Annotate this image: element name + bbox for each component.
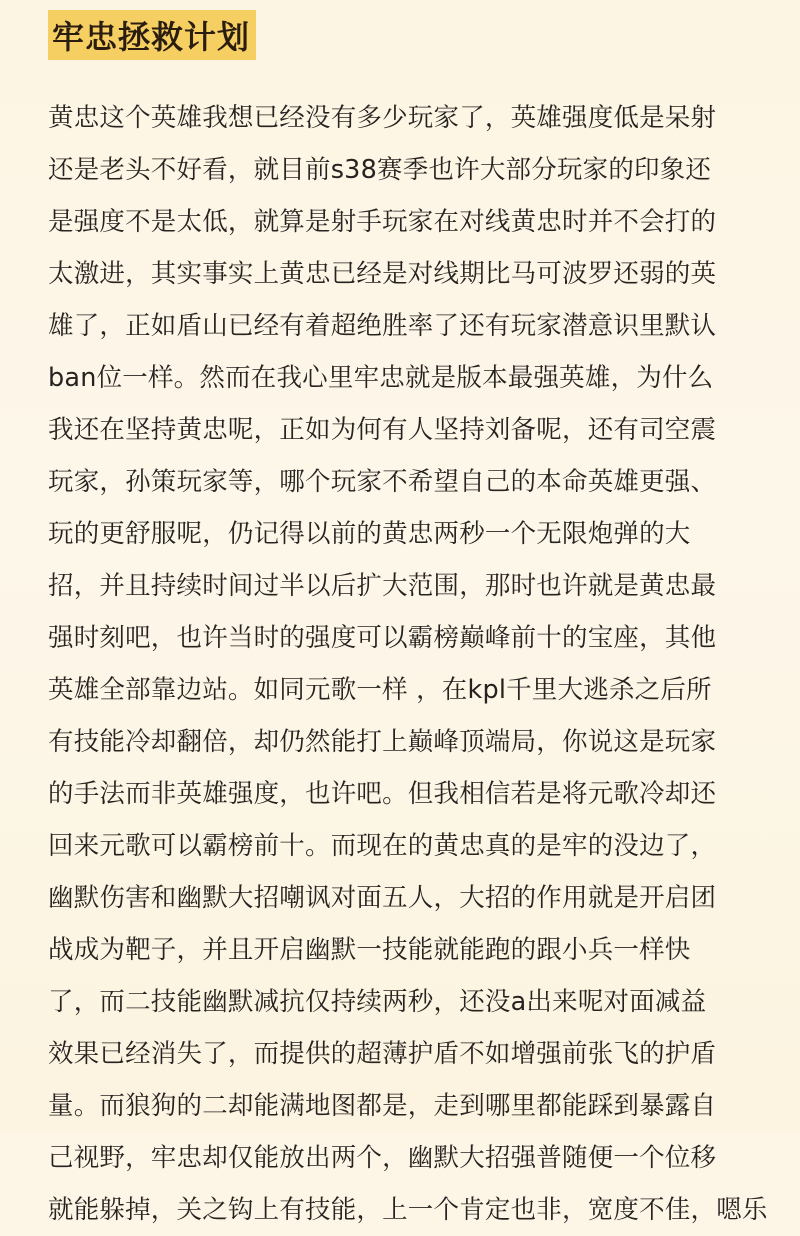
paragraph-line: 玩的更舒服呢，仍记得以前的黄忠两秒一个无限炮弹的大: [48, 519, 691, 549]
article-title: 牢忠拯救计划: [52, 18, 251, 56]
paragraph-line: 还是老头不好看，就目前s38赛季也许大部分玩家的印象还: [48, 155, 712, 185]
paragraph-line: 就能躲掉，关之钩上有技能，上一个肯定也非，宽度不佳，嗯乐: [48, 1195, 768, 1225]
paragraph-line: 了，而二技能幽默减抗仅持续两秒，还没a出来呢对面减益: [48, 987, 707, 1017]
paragraph-line: 玩家，孙策玩家等，哪个玩家不希望自己的本命英雄更强、: [48, 467, 717, 497]
paragraph-line: 有技能冷却翻倍，却仍然能打上巅峰顶端局，你说这是玩家: [48, 727, 717, 757]
paragraph-line: 战成为靶子，并且开启幽默一技能就能跑的跟小兵一样快: [48, 935, 691, 965]
paragraph-line: 的手法而非英雄强度，也许吧。但我相信若是将元歌冷却还: [48, 779, 717, 809]
paragraph-line: 效果已经消失了，而提供的超薄护盾不如增强前张飞的护盾: [48, 1039, 717, 1069]
paragraph-line: 幽默伤害和幽默大招嘲讽对面五人，大招的作用就是开启团: [48, 883, 717, 913]
paragraph-line: 雄了，正如盾山已经有着超绝胜率了还有玩家潜意识里默认: [48, 311, 717, 341]
paragraph-line: 英雄全部靠边站。如同元歌一样 ，在kpl千里大逃杀之后所: [48, 675, 712, 705]
paragraph-line: 量。而狼狗的二却能满地图都是，走到哪里都能踩到暴露自: [48, 1091, 717, 1121]
paragraph-line: 我还在坚持黄忠呢，正如为何有人坚持刘备呢，还有司空震: [48, 415, 717, 445]
paragraph-line: 招，并且持续时间过半以后扩大范围，那时也许就是黄忠最: [48, 571, 717, 601]
paragraph-line: 回来元歌可以霸榜前十。而现在的黄忠真的是牢的没边了，: [48, 831, 717, 861]
paragraph-line: ban位一样。然而在我心里牢忠就是版本最强英雄，为什么: [48, 363, 714, 393]
paragraph-line: 黄忠这个英雄我想已经没有多少玩家了，英雄强度低是呆射: [48, 103, 717, 133]
article-body: [48, 92, 768, 1236]
paragraph-line: 己视野，牢忠却仅能放出两个，幽默大招强普随便一个位移: [48, 1143, 717, 1173]
title-highlight: [48, 10, 256, 60]
paragraph-line: 是强度不是太低，就算是射手玩家在对线黄忠时并不会打的: [48, 207, 717, 237]
paragraph-line: 强时刻吧，也许当时的强度可以霸榜巅峰前十的宝座，其他: [48, 623, 717, 653]
paragraph-line: 太激进，其实事实上黄忠已经是对线期比马可波罗还弱的英: [48, 259, 717, 289]
